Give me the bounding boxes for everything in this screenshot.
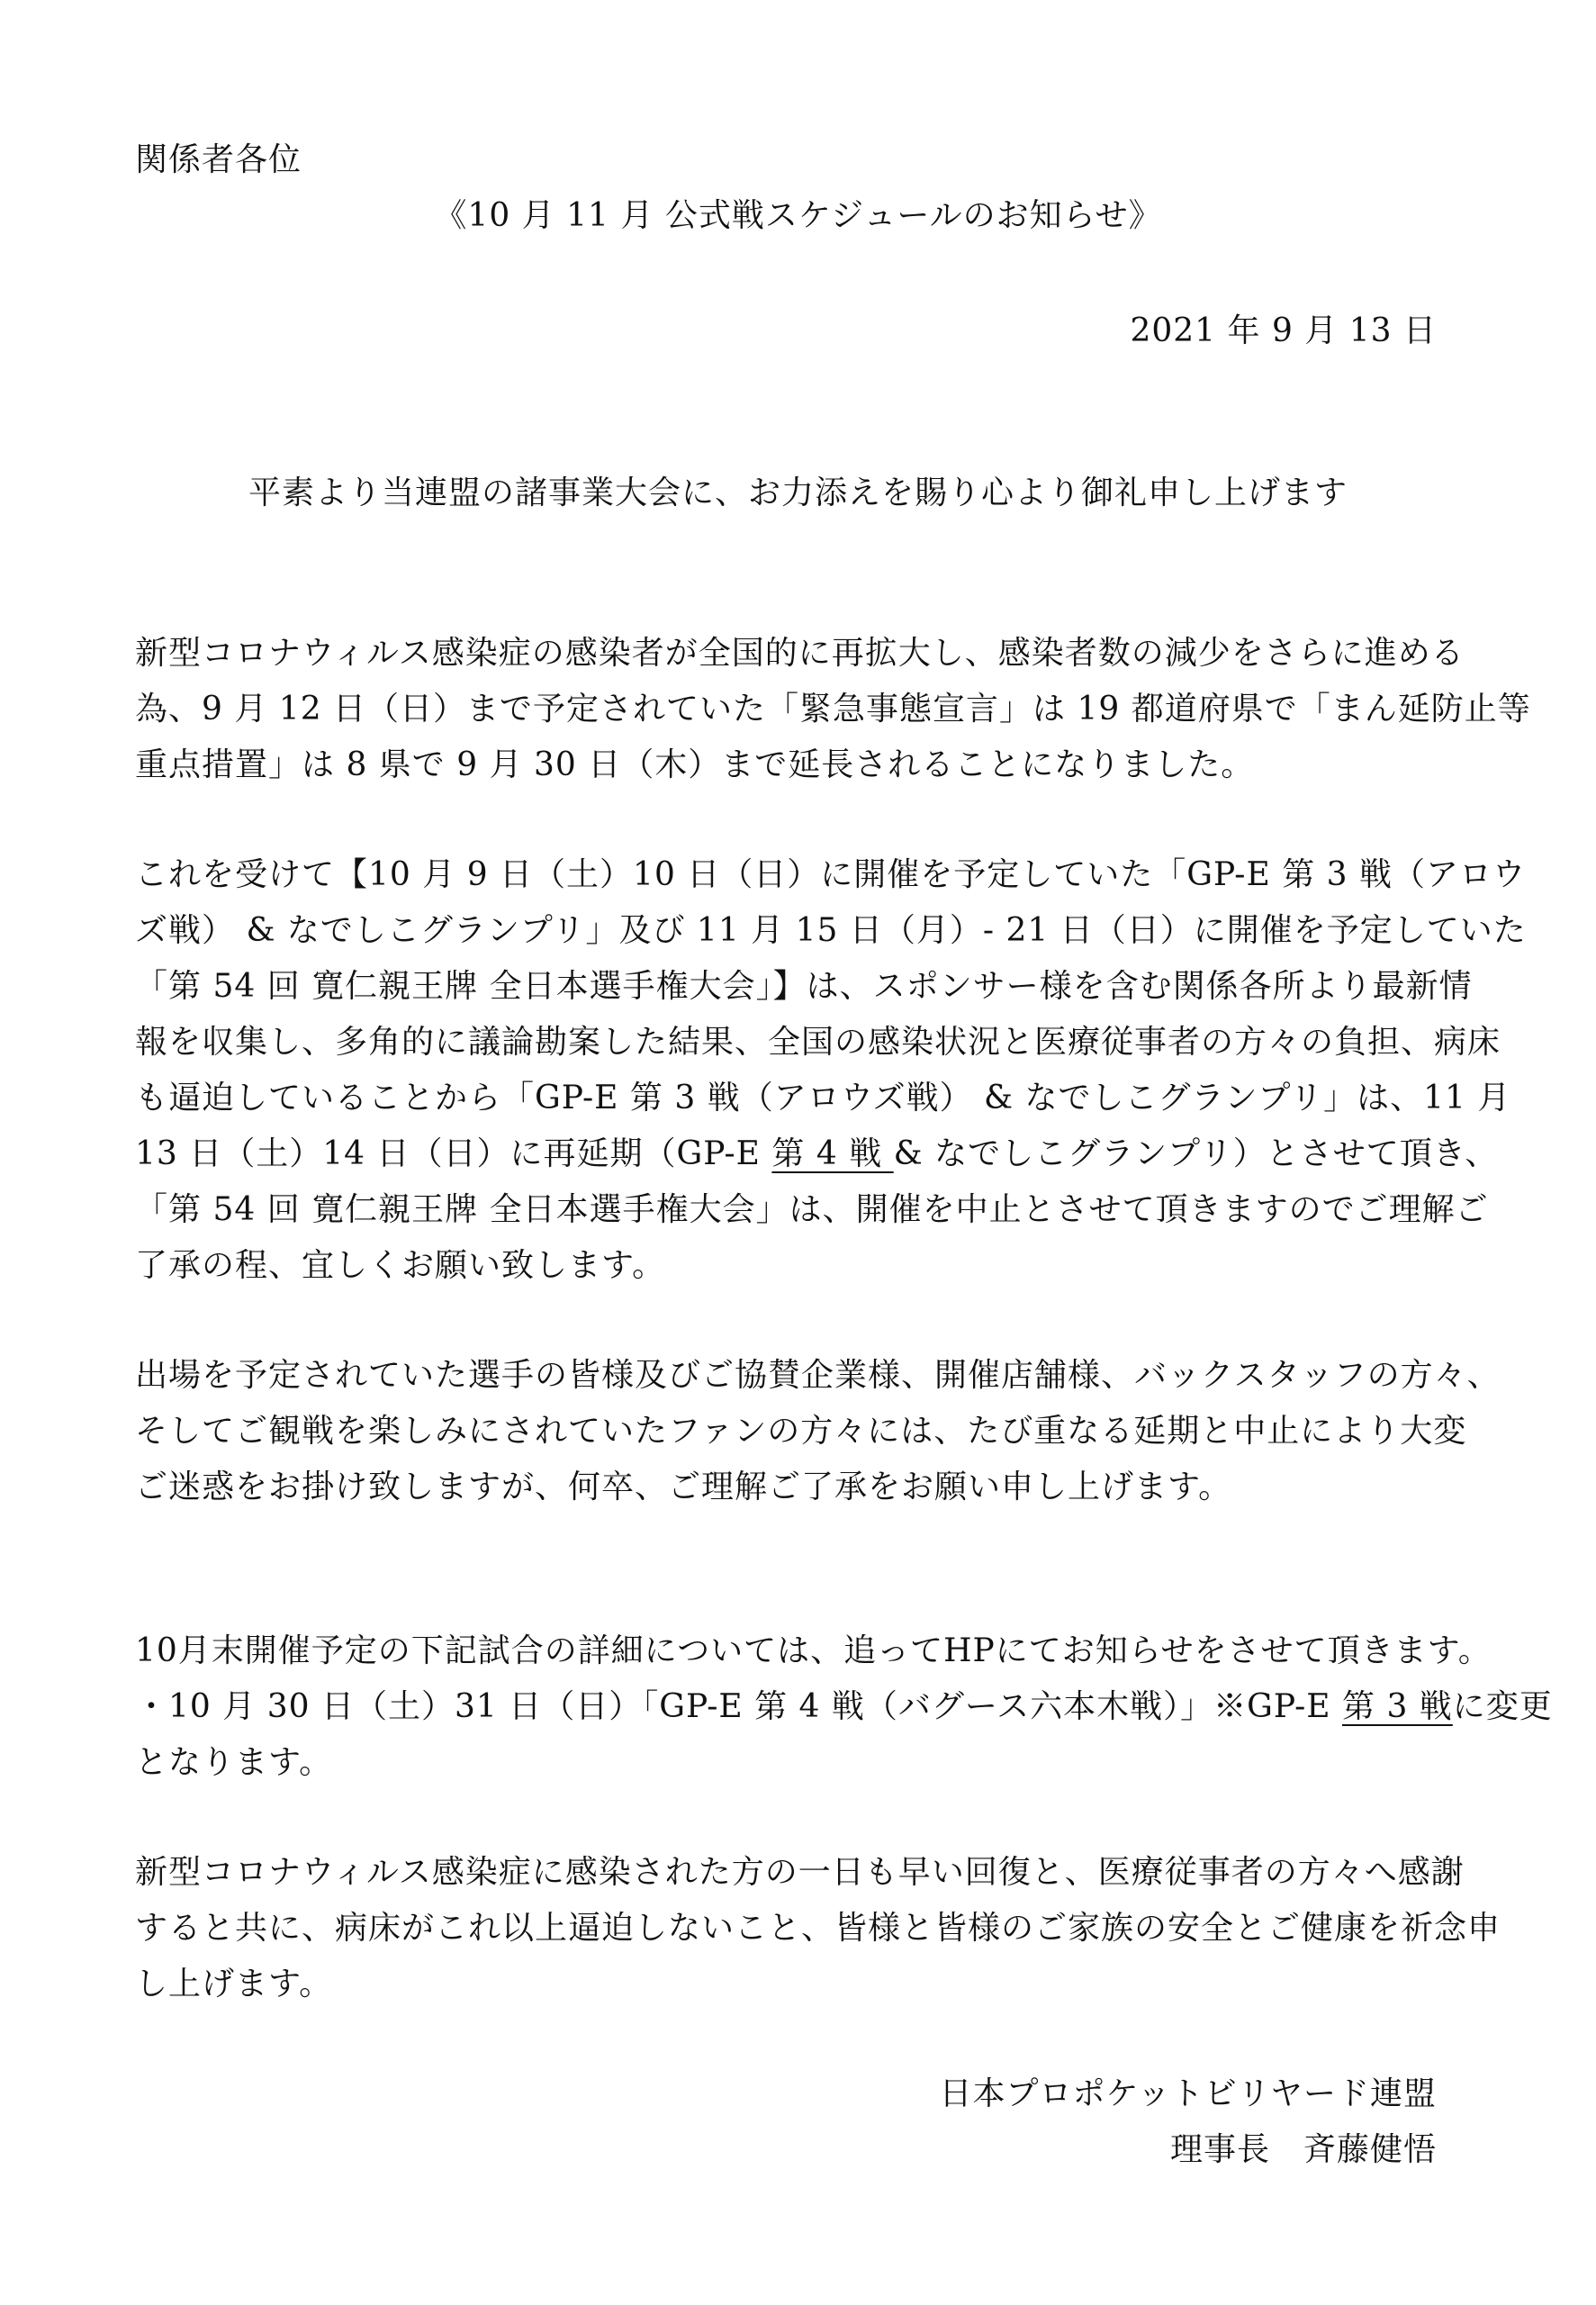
greeting: 平素より当連盟の諸事業大会に、お力添えを賜り心より御礼申し上げます <box>248 475 1348 511</box>
document-title: 《10 月 11 月 公式戦スケジュールのお知らせ》 <box>434 197 1162 234</box>
paragraph-3-line-3: ご迷惑をお掛け致しますが、何卒、ご理解ご了承をお願い申し上げます。 <box>135 1469 1232 1505</box>
paragraph-2-line-6 <box>135 1134 1498 1174</box>
paragraph-2-line-6-after: & なでしこグランプリ）とさせて頂き、 <box>893 1135 1499 1172</box>
underlined-round-4: 第 4 戦 <box>771 1135 894 1172</box>
paragraph-2-line-2: ズ戦） & なでしこグランプリ」及び 11 月 15 日（月）- 21 日（日）に開催を予定していた <box>135 912 1527 949</box>
paragraph-5-line-3: し上げます。 <box>135 1966 333 2002</box>
paragraph-1-line-2: 為、9 月 12 日（日）まで予定されていた「緊急事態宣言」は 19 都道府県で「まん延防止等 <box>135 691 1531 728</box>
paragraph-2-line-7: 「第 54 回 寛仁親王牌 全日本選手権大会」は、開催を中止とさせて頂きますのでご理解ご <box>135 1191 1489 1228</box>
signature-organization: 日本プロポケットビリヤード連盟 <box>939 2075 1437 2112</box>
paragraph-5-line-1: 新型コロナウィルス感染症に感染された方の一日も早い回復と、医療従事者の方々へ感謝 <box>135 1854 1465 1891</box>
paragraph-2-line-5: も逼迫していることから「GP-E 第 3 戦（アロウズ戦） & なでしこグランプリ」は、11 月 <box>135 1080 1511 1116</box>
addressee: 関係者各位 <box>135 141 302 178</box>
paragraph-3-line-2: そしてご観戦を楽しみにされていたファンの方々には、たび重なる延期と中止により大変 <box>135 1413 1467 1450</box>
paragraph-4-line-2-before: ・10 月 30 日（土）31 日（日）「GP-E 第 4 戦（バグース六本木戦）」※GP-E <box>135 1688 1342 1725</box>
underlined-round-3: 第 3 戦 <box>1342 1688 1453 1725</box>
paragraph-1-line-1: 新型コロナウィルス感染症の感染者が全国的に再拡大し、感染者数の減少をさらに進める <box>135 635 1465 672</box>
paragraph-2-line-1: これを受けて【10 月 9 日（土）10 日（日）に開催を予定していた「GP-E 第 3 戦（アロウ <box>135 856 1526 893</box>
paragraph-4-line-2 <box>135 1687 1553 1727</box>
paragraph-4-line-1: 10月末開催予定の下記試合の詳細については、追ってHPにてお知らせをさせて頂きます。 <box>135 1632 1492 1669</box>
paragraph-4-line-2-after: に変更 <box>1452 1688 1553 1725</box>
paragraph-2-line-4: 報を収集し、多角的に議論勘案した結果、全国の感染状況と医療従事者の方々の負担、病床 <box>135 1024 1501 1061</box>
paragraph-2-line-3: 「第 54 回 寛仁親王牌 全日本選手権大会」】は、スポンサー様を含む関係各所より最新情 <box>135 968 1473 1005</box>
paragraph-3-line-1: 出場を予定されていた選手の皆様及びご協賛企業様、開催店舗様、バックスタッフの方々、 <box>135 1357 1501 1394</box>
paragraph-2-line-6-before: 13 日（土）14 日（日）に再延期（GP-E <box>135 1135 772 1172</box>
paragraph-4-line-3: となります。 <box>135 1744 333 1781</box>
paragraph-2-line-8: 了承の程、宜しくお願い致します。 <box>135 1247 666 1284</box>
paragraph-5-line-2: すると共に、病床がこれ以上逼迫しないこと、皆様と皆様のご家族の安全とご健康を祈念申 <box>135 1910 1501 1947</box>
paragraph-1-line-3: 重点措置」は 8 県で 9 月 30 日（木）まで延長されることになりました。 <box>135 746 1255 783</box>
document-date: 2021 年 9 月 13 日 <box>1130 312 1437 349</box>
signature-person: 理事長 斉藤健悟 <box>1169 2131 1437 2168</box>
